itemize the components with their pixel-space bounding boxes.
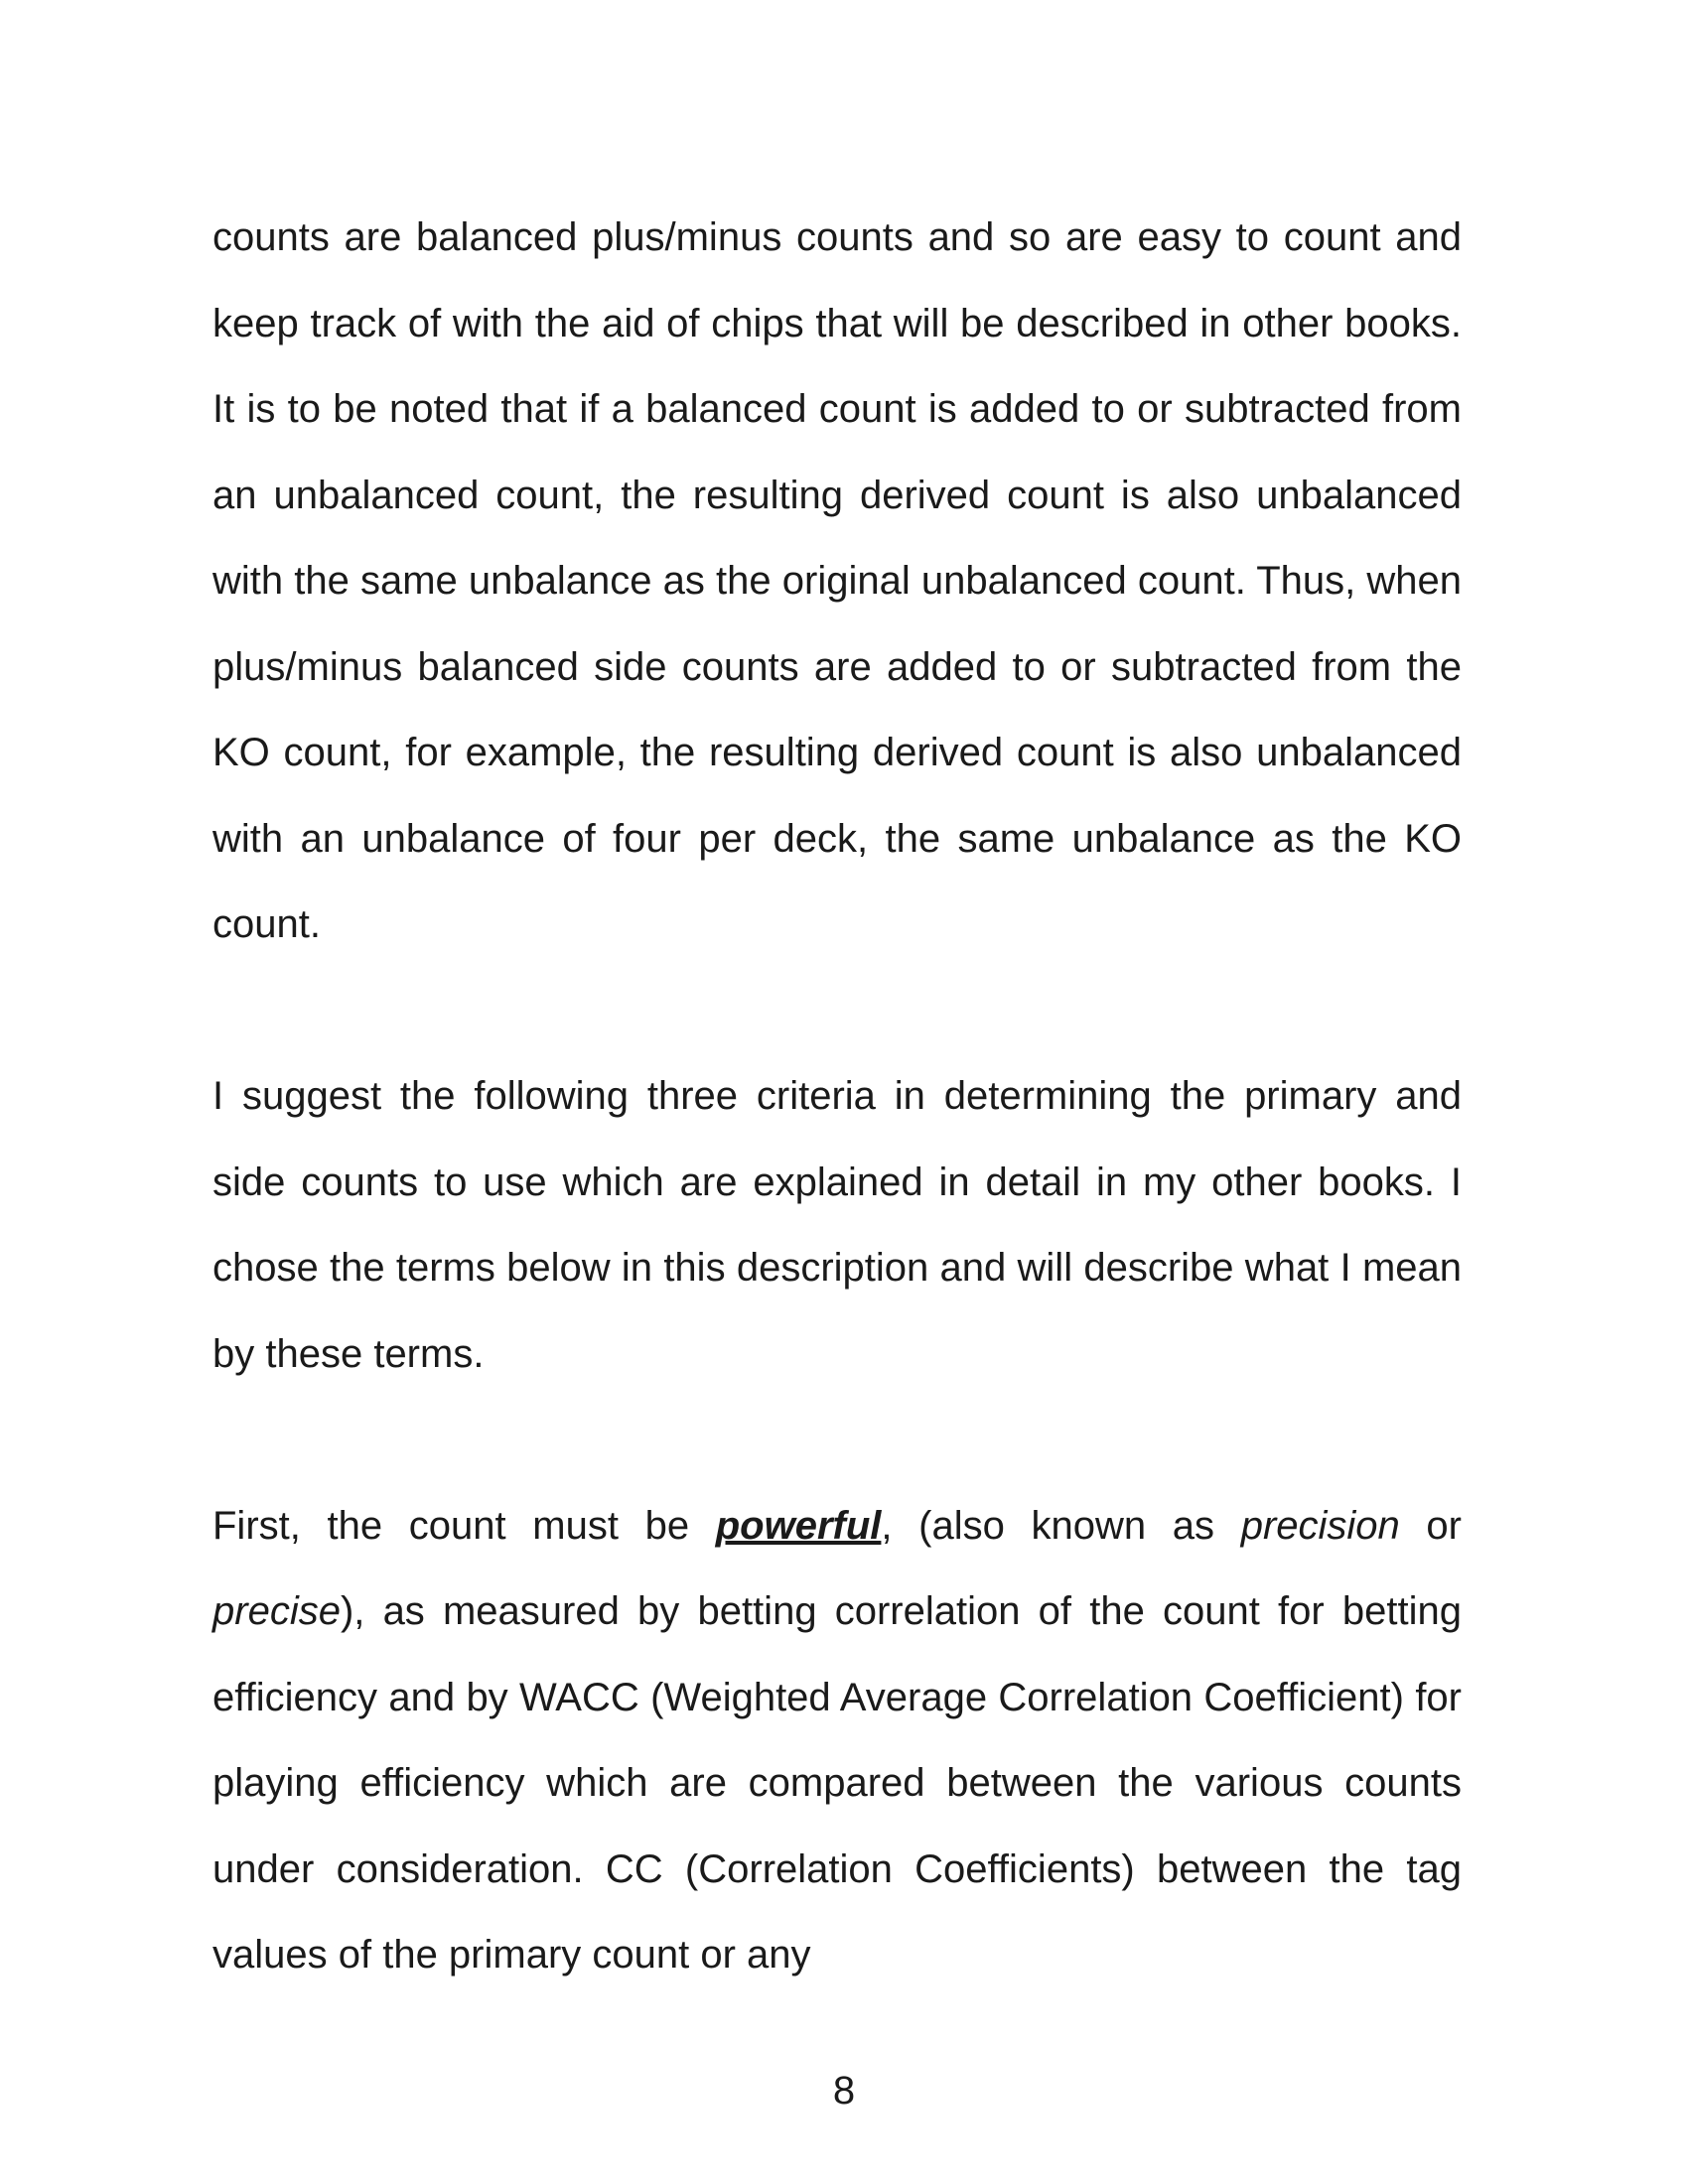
text-span: or (1399, 1503, 1462, 1548)
body-text (212, 195, 1462, 1998)
text-span: First, the count must be (212, 1503, 716, 1548)
emphasized-term-precision: precision (1240, 1503, 1400, 1548)
emphasized-term-precise: precise (212, 1589, 341, 1633)
text-span: , (also known as (881, 1503, 1241, 1548)
paragraph-unbalanced-counts: counts are balanced plus/minus counts and so are easy to count and keep track of with the aid of chips that will be described in other books. It is to be noted that if a balanced count is added to or subtracted from an unbalanced count, the resulting derived count is also unbalanced with the same unbalance as the original unbalanced count. Thus, when plus/minus balanced side counts are added to or subtracted from the KO count, for example, the resulting derived count is also unbalanced with an unbalance of four per deck, the same unbalance as the KO count. (212, 215, 1462, 946)
text-span: ), as measured by betting correlation of the count for betting efficiency and by WACC (Weighted Average Correlation Coefficient) for playing efficiency which are compared between the various counts under consideration. CC (Correlation Coefficients) between the tag values of the primary count or any (212, 1589, 1462, 1977)
emphasized-term-powerful: powerful (715, 1503, 882, 1548)
paragraph-three-criteria: I suggest the following three criteria in determining the primary and side counts to use which are explained in detail in my other books. I chose the terms below in this description and will describe what I mean by these terms. (212, 1074, 1462, 1376)
paragraph-powerful-criterion (212, 1483, 1462, 1998)
page-number: 8 (832, 2069, 856, 2113)
